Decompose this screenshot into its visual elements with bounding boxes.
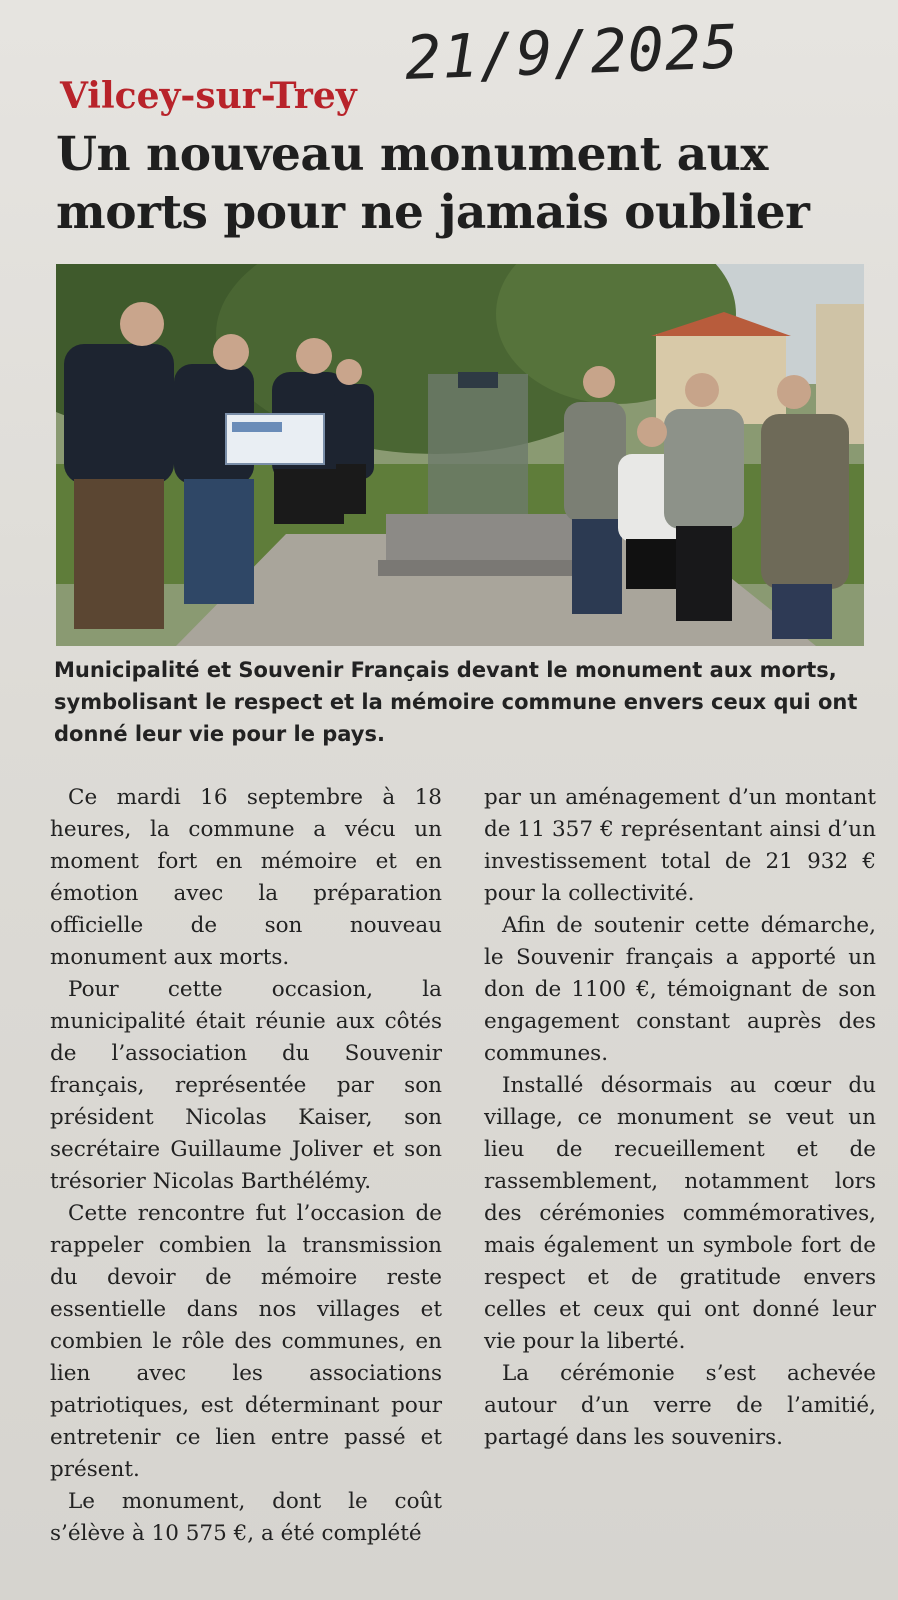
paragraph: Le monument, dont le coût s’élève à 10 575 €, a été complété (50, 1489, 442, 1546)
paragraph: Afin de soutenir cette démarche, le Souvenir français a apporté un don de 1100 €, témoignant de son engagement constant auprès des communes. (484, 913, 876, 1066)
paragraph: Cette rencontre fut l’occasion de rappeler combien la transmission du devoir de mémoire reste essentielle dans nos villages et combien le rôle des communes, en lien avec les associations patriotiques, est déterminant pour entretenir ce lien entre passé et présent. (50, 1201, 442, 1482)
paragraph: La cérémonie s’est achevée autour d’un verre de l’amitié, partagé dans les souvenirs. (484, 1361, 876, 1450)
article-headline: Un nouveau monument aux morts pour ne jamais oublier (56, 127, 810, 240)
group-photo-image (56, 264, 864, 646)
photo-caption: Municipalité et Souvenir Français devant le monument aux morts, symbolisant le respect et la mémoire commune envers ceux qui ont donné leur vie pour le pays. (54, 658, 858, 746)
article-column-right (484, 782, 876, 1454)
handwritten-date: 21/9/2025 (403, 12, 741, 94)
paragraph: Installé désormais au cœur du village, ce monument se veut un lieu de recueillement et de rassemblement, notamment lors des cérémonies commémoratives, mais également un symbole fort de respect et de gratitude envers celles et ceux qui ont donné leur vie pour la liberté. (484, 1073, 876, 1354)
article-photo (56, 264, 864, 646)
location-kicker: Vilcey-sur-Trey (60, 75, 357, 117)
paragraph: Pour cette occasion, la municipalité était réunie aux côtés de l’association du Souvenir français, représentée par son président Nicolas Kaiser, son secrétaire Guillaume Joliver et son trésorier Nicolas Barthélémy. (50, 977, 442, 1194)
paragraph: par un aménagement d’un montant de 11 357 € représentant ainsi d’un investissement total de 21 932 € pour la collectivité. (484, 785, 876, 906)
paragraph: Ce mardi 16 septembre à 18 heures, la commune a vécu un moment fort en mémoire et en émotion avec la préparation officielle de son nouveau monument aux morts. (50, 785, 442, 970)
article-column-left (50, 782, 442, 1550)
